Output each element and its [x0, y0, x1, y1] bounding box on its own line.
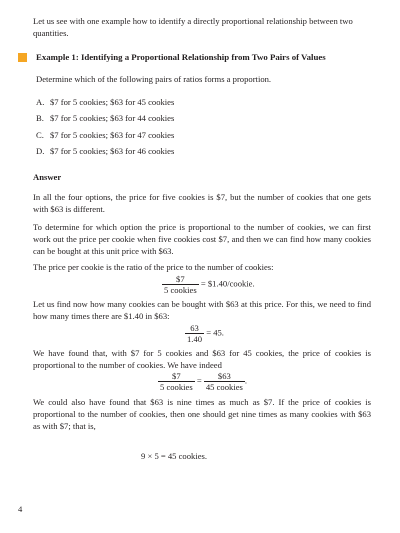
example-prompt: Determine which of the following pairs of ratios forms a proportion. [36, 74, 272, 84]
option-letter: A. [36, 97, 45, 107]
option-d [36, 145, 174, 161]
numerator: $63 [204, 371, 245, 382]
equation-proportion [158, 371, 247, 392]
answer-heading: Answer [33, 172, 62, 182]
option-text: $7 for 5 cookies; $63 for 47 cookies [50, 129, 175, 140]
paragraph-5: We have found that, with $7 for 5 cookies and $63 for 45 cookies, the price of cookies is proportional to the number of cookies. We have indeed [33, 348, 371, 371]
equation-division [185, 323, 224, 344]
numerator: $7 [158, 371, 195, 382]
option-letter: D. [36, 145, 45, 156]
option-text: $7 for 5 cookies; $63 for 45 cookies [50, 97, 175, 107]
option-c [36, 129, 174, 145]
paragraph-1: In all the four options, the price for five cookies is $7, but the number of cookies that one gets with $63 is different. [33, 192, 371, 215]
period: . [244, 375, 248, 386]
numerator: 63 [185, 323, 204, 334]
option-letter: B. [36, 113, 44, 124]
option-text: $7 for 5 cookies; $63 for 46 cookies [50, 145, 175, 156]
option-a [36, 96, 174, 112]
paragraph-2: To determine for which option the price is proportional to the number of cookies, we can first work out the price per cookie when five cookies cost $7, and then we can find how many cookies can be bought at this unit price with $63. [33, 222, 371, 257]
page-number: 4 [18, 504, 23, 514]
equals-sign: = [196, 375, 202, 386]
fraction [185, 323, 204, 344]
equation-rhs: = $1.40/cookie. [200, 278, 255, 289]
paragraph-4: Let us find now how many cookies can be bought with $63 at this price. For this, we need to find how many times there are $1.40 in $63: [33, 299, 371, 322]
denominator: 1.40 [187, 334, 203, 344]
fraction [162, 274, 199, 295]
options-list [36, 96, 174, 161]
fraction [158, 371, 195, 392]
example-title: Example 1: Identifying a Proportional Relationship from Two Pairs of Values [36, 52, 326, 62]
equation-multiplication: 9 × 5 = 45 cookies. [141, 451, 208, 461]
paragraph-6: We could also have found that $63 is nine times as much as $7. If the price of cookies is proportional to the number of cookies, then one should get nine times as many cookies with $63 as with $7; that is, [33, 397, 371, 432]
numerator: $7 [162, 274, 199, 285]
paragraph-3: The price per cookie is the ratio of the price to the number of cookies: [33, 262, 274, 272]
option-letter: C. [36, 129, 44, 140]
equation-price-per-cookie [162, 274, 255, 295]
option-text: $7 for 5 cookies; $63 for 44 cookies [50, 113, 175, 124]
intro-paragraph: Let us see with one example how to identify a directly proportional relationship between two quantities. [33, 16, 353, 39]
fraction [204, 371, 248, 392]
equation-rhs: = 45. [206, 327, 224, 338]
example-marker-icon [18, 53, 27, 62]
option-b [36, 112, 174, 128]
denominator: 5 cookies [164, 285, 197, 295]
denominator: 5 cookies [160, 382, 193, 392]
denominator: 45 cookies [205, 382, 243, 392]
